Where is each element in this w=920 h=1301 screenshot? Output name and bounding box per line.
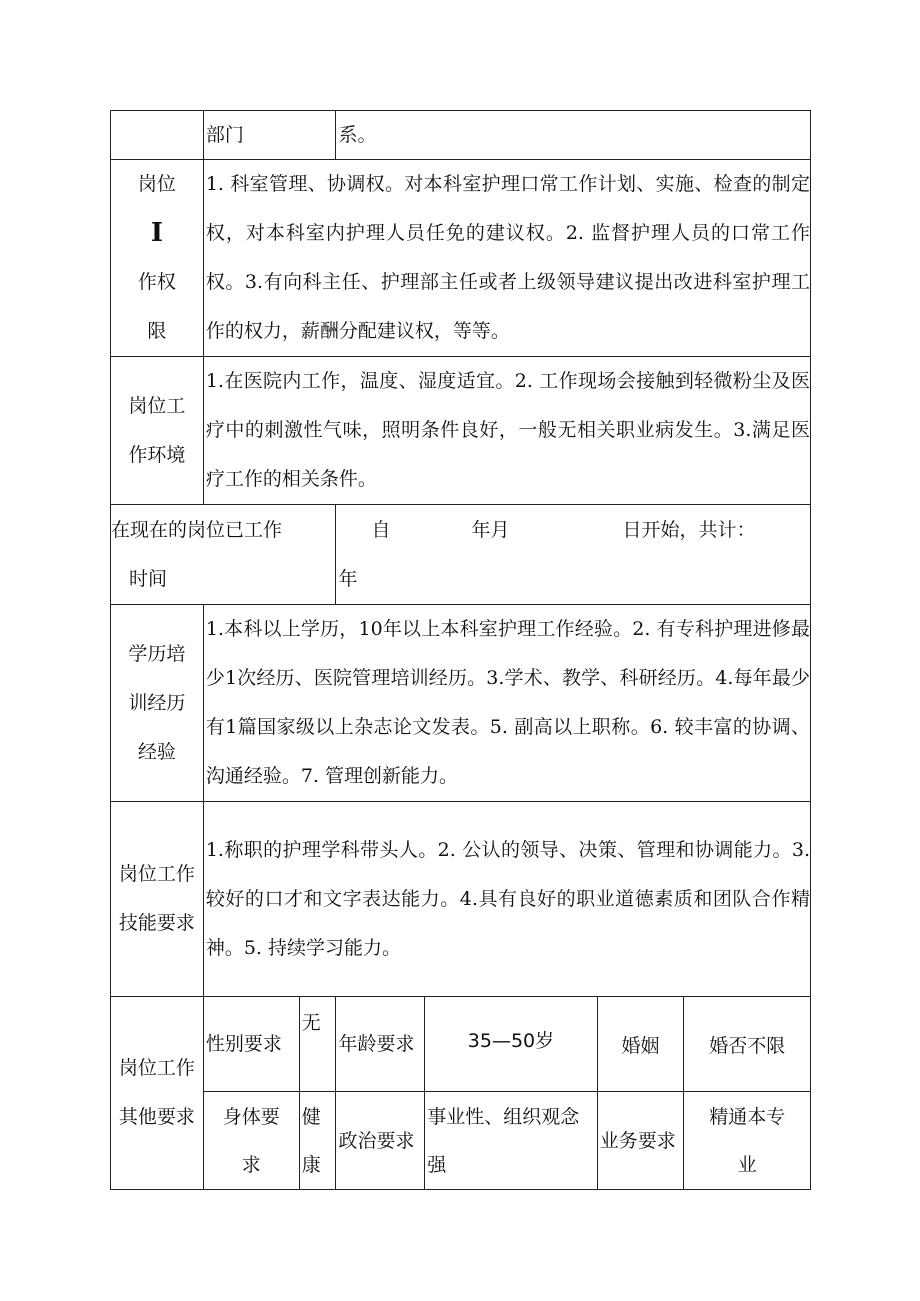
worktime-value <box>336 505 811 605</box>
job-description-table <box>110 110 811 1190</box>
row-other-1 <box>111 997 811 1092</box>
authority-text: 1. 科室管理、协调权。对本科室护理口常工作计划、实施、检查的制定权，对本科室内护理人员任免的建议权。2. 监督护理人员的口常工作权。3.有向科主任、护理部主任或者上级领导建议提出改进科室护理工作的权力，薪酬分配建议权，等等。 <box>203 160 810 357</box>
education-label-line3: 经验 <box>137 740 176 763</box>
department-value: 系。 <box>336 111 811 160</box>
worktime-start: 日开始，共计： <box>622 518 756 541</box>
education-label-line1: 学历培 <box>128 642 186 665</box>
age-label: 年龄要求 <box>336 997 425 1092</box>
environment-text: 1.在医院内工作，温度、湿度适宜。2. 工作现场会接触到轻微粉尘及医疗中的刺激性气味，照明条件良好，一般无相关职业病发生。3.满足医疗工作的相关条件。 <box>203 357 810 505</box>
education-label-line2: 训经历 <box>128 691 186 714</box>
environment-label <box>111 357 204 505</box>
politics-value: 事业性、组织观念强 <box>425 1092 597 1190</box>
body-value: 健康 <box>299 1092 336 1190</box>
marriage-label: 婚姻 <box>597 997 684 1092</box>
skills-label <box>111 802 204 997</box>
row-education <box>111 605 811 802</box>
row-authority <box>111 160 811 357</box>
environment-label-line2: 作环境 <box>128 443 186 466</box>
business-value: 精通本专业 <box>684 1092 811 1190</box>
authority-label-line4: 限 <box>147 320 167 342</box>
other-label <box>111 997 204 1190</box>
education-text: 1.本科以上学历，10年以上本科室护理工作经验。2. 有专科护理进修最少1次经历、医院管理培训经历。3.学术、教学、科研经历。4.每年最少有1篇国家级以上杂志论文发表。5. 副高以上职称。6. 较丰富的协调、沟通经验。7. 管理创新能力。 <box>203 605 810 802</box>
worktime-label-line2: 时间 <box>129 567 168 590</box>
skills-text: 1.称职的护理学科带头人。2. 公认的领导、决策、管理和协调能力。3. 较好的口才和文字表达能力。4.具有良好的职业道德素质和团队合作精神。5. 持续学习能力。 <box>203 802 810 997</box>
worktime-year: 年 <box>338 567 358 590</box>
authority-label-line2: I <box>150 218 163 248</box>
body-label: 身体要求 <box>203 1092 299 1190</box>
row-department <box>111 111 811 160</box>
gender-value: 无 <box>299 997 336 1092</box>
department-label: 部门 <box>203 111 336 160</box>
row-department-label-cell <box>111 111 204 160</box>
other-label-line2: 其他要求 <box>118 1106 195 1128</box>
authority-label-line3: 作权 <box>137 271 176 293</box>
skills-label-line1: 岗位工作 <box>118 863 195 885</box>
skills-label-line2: 技能要求 <box>118 912 195 934</box>
row-environment <box>111 357 811 505</box>
worktime-month: 年月 <box>471 518 510 541</box>
marriage-value: 婚否不限 <box>684 997 811 1092</box>
worktime-label <box>111 505 336 605</box>
age-value: 35—50岁 <box>425 997 597 1092</box>
worktime-label-line1: 在现在的岗位已工作 <box>111 518 283 541</box>
other-label-line1: 岗位工作 <box>118 1057 195 1079</box>
business-label: 业务要求 <box>597 1092 684 1190</box>
politics-label: 政治要求 <box>336 1092 425 1190</box>
environment-label-line1: 岗位工 <box>128 394 186 417</box>
education-label <box>111 605 204 802</box>
worktime-from: 自 <box>371 518 391 541</box>
row-skills <box>111 802 811 997</box>
row-worktime <box>111 505 811 605</box>
authority-label <box>111 160 204 357</box>
gender-label: 性别要求 <box>203 997 299 1092</box>
authority-label-line1: 岗位 <box>137 173 176 195</box>
row-other-2 <box>111 1092 811 1190</box>
